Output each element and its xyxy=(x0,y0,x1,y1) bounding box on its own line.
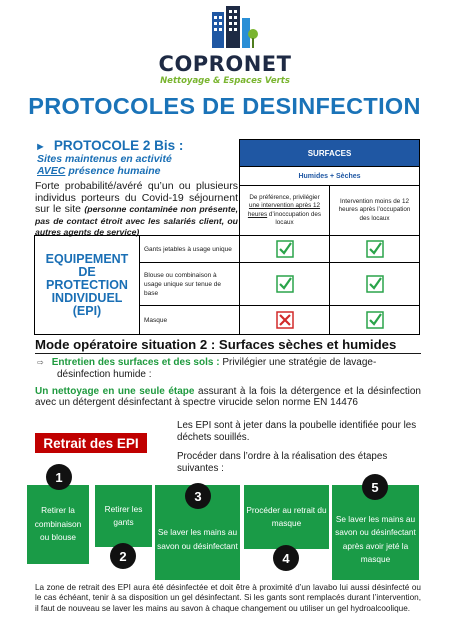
within-12h-note: Intervention moins de 12 heures après l’occupation des locaux xyxy=(329,185,420,236)
footer-note: La zone de retrait des EPI aura été désinfectée et doit être à proximité d’un lavabo lui aussi désinfecté ou le cas échéant, tenir à sa disposition un gel désinfectant. Si les gants sont remplacés durant l’intervention, il faut de nouveau se laver les mains au savon à chaque changement ou utiliser un gel hydroalcoolique. xyxy=(35,583,421,613)
checkbox-checked-icon xyxy=(366,275,384,293)
note-underlined: une intervention après 12 heures xyxy=(247,202,321,218)
entretien-text-line2: désinfection humide : xyxy=(57,368,152,380)
nettoyage-label: Un nettoyage en une seule étape xyxy=(35,386,195,397)
checkbox-cross-icon xyxy=(276,311,294,329)
protocol-subtitle-1: Sites maintenus en activité xyxy=(37,153,172,165)
page-title: PROTOCOLES DE DESINFECTION xyxy=(28,93,421,119)
step-5-box: Se laver les mains au savon ou désinfectant après avoir jeté la masque xyxy=(332,485,419,580)
check-gants-within xyxy=(329,235,420,263)
epi-disposal-note: Les EPI sont à jeter dans la poubelle identifiée pour les déchets souillés. xyxy=(177,420,417,443)
entretien-label: Entretien des surfaces et des sols : xyxy=(51,357,220,368)
step-2-number: 2 xyxy=(110,543,136,569)
nettoyage-paragraph xyxy=(35,386,421,408)
note-pre: De préférence, privilégier xyxy=(249,193,320,201)
cross-masque-after xyxy=(239,305,330,335)
step-4-number: 4 xyxy=(273,545,299,571)
building-logo-icon xyxy=(198,4,258,50)
after-12h-note xyxy=(239,185,330,236)
nettoyage-text: assurant à la fois la détergence et la désinfection avec un détergent désinfectant à spectre virucide selon norme EN 14476 xyxy=(35,386,421,408)
step-3-box: Se laver les mains au savon ou désinfectant xyxy=(155,485,240,580)
protocol-label: PROTOCOLE 2 Bis : xyxy=(53,138,184,153)
triangle-arrow-icon: ► xyxy=(35,141,46,153)
surfaces-header: SURFACES xyxy=(239,139,420,167)
brand-name: COPRONET xyxy=(158,52,292,76)
retrait-epi-title: Retrait des EPI xyxy=(35,433,147,453)
brand-tagline: Nettoyage & Espaces Verts xyxy=(160,76,290,86)
step-1-number: 1 xyxy=(46,464,72,490)
mode-operatoire-title: Mode opératoire situation 2 : Surfaces sèches et humides xyxy=(35,337,421,354)
note-post: d’inoccupation des locaux xyxy=(267,210,322,226)
row-label-gants: Gants jetables à usage unique xyxy=(139,235,240,263)
step-5-number: 5 xyxy=(362,474,388,500)
row-label-masque: Masque xyxy=(139,305,240,335)
check-blouse-within xyxy=(329,262,420,306)
steps-instruction: Procéder dans l’ordre à la réalisation des étapes suivantes : xyxy=(177,451,388,474)
entretien-text: Privilégier une stratégie de lavage- xyxy=(219,357,377,368)
check-masque-within xyxy=(329,305,420,335)
check-gants-after xyxy=(239,235,330,263)
surfaces-subheader: Humides + Sèches xyxy=(239,166,420,186)
step-1-box: Retirer la combinaison ou blouse xyxy=(27,485,89,564)
avec-emphasis: AVEC xyxy=(37,165,66,177)
arrow-bullet-icon: ⇨ xyxy=(37,358,44,367)
checkbox-checked-icon xyxy=(276,240,294,258)
presence-text: présence humaine xyxy=(65,165,161,177)
row-label-blouse: Blouse ou combinaison à usage unique sur tenue de base xyxy=(139,262,240,306)
step-2-box: Retirer les gants xyxy=(95,485,152,547)
copronet-logo xyxy=(150,4,300,90)
step-3-number: 3 xyxy=(185,483,211,509)
intro-parenthetical: (personne contaminée non présente, pas de contact étroit avec les salariés client, ou autres agents de service) xyxy=(35,204,238,237)
checkbox-checked-icon xyxy=(366,240,384,258)
checkbox-checked-icon xyxy=(276,275,294,293)
step-4-box: Procéder au retrait du masque xyxy=(244,485,329,549)
epi-table xyxy=(34,139,420,335)
intro-text: Forte probabilité/avéré qu’un ou plusieurs individus porteurs du Covid-19 séjournent sur le site xyxy=(35,180,238,215)
epi-label: EQUIPEMENT DE PROTECTION INDIVIDUEL (EPI) xyxy=(34,235,140,335)
check-blouse-after xyxy=(239,262,330,306)
entretien-bullet xyxy=(37,357,421,380)
checkbox-checked-icon xyxy=(366,311,384,329)
